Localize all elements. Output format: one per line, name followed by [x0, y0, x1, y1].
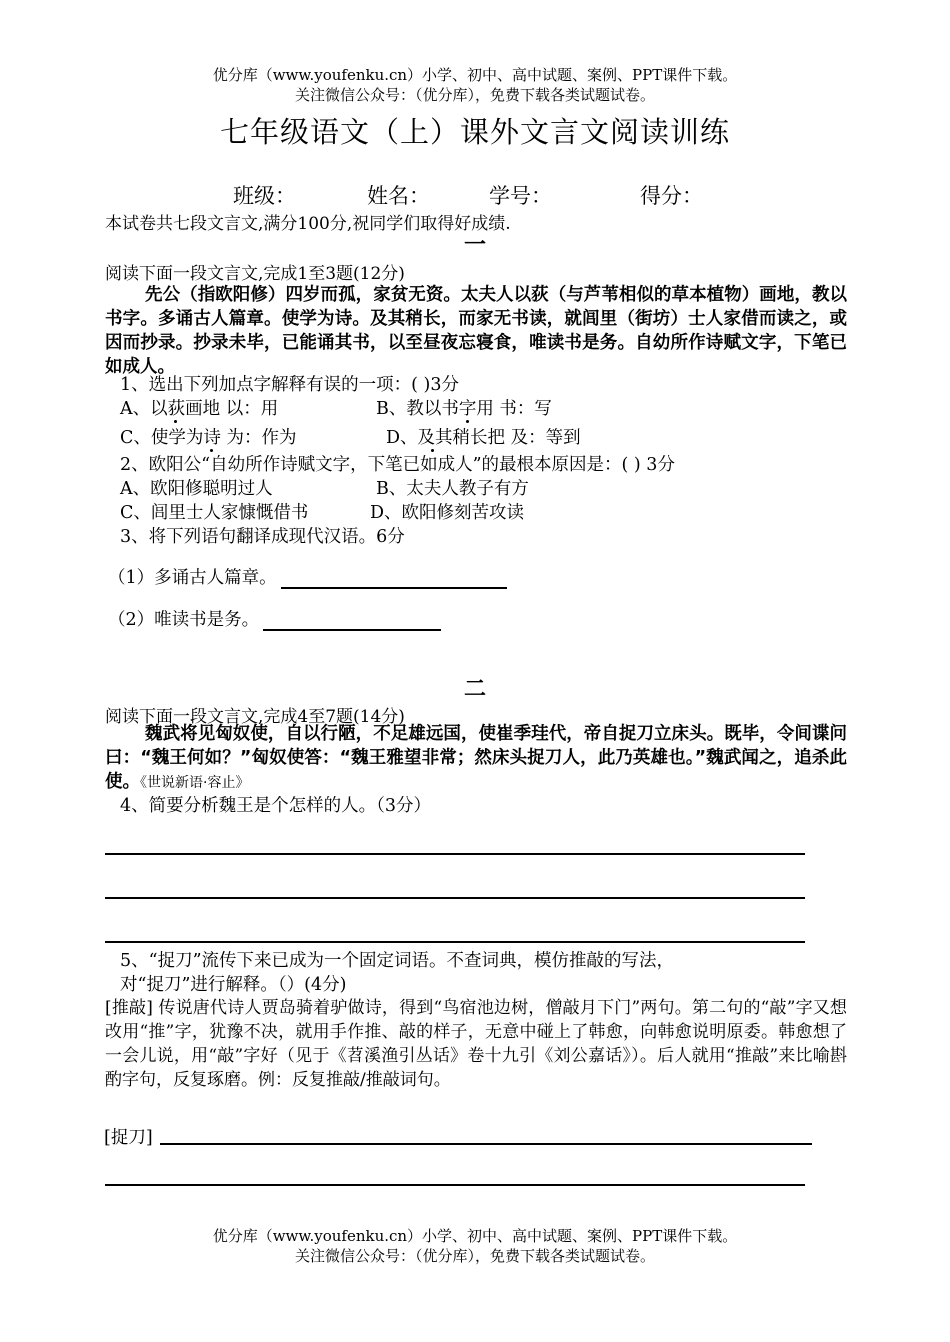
answer-line-5-2[interactable]	[105, 1184, 805, 1186]
q2-option-b: B、太夫人教子有方	[376, 479, 529, 499]
section-1-instruction: 阅读下面一段文言文,完成1至3题(12分)	[105, 264, 405, 284]
answer-line-4-3[interactable]	[105, 941, 805, 943]
q2-option-d: D、欧阳修刻苦攻读	[370, 503, 525, 523]
section-2-passage	[105, 722, 847, 795]
question-4: 4、简要分析魏王是个怎样的人。（3分）	[120, 796, 432, 816]
q1-option-c: C、使学为诗 为：作为	[120, 428, 297, 448]
passage-source: 《世说新语·容止》	[140, 775, 250, 791]
header-line-1: 优分库（www.youfenku.cn）小学、初中、高中试题、案例、PPT课件下载。	[212, 66, 738, 84]
q2-option-c: C、闾里士人家慷慨借书	[120, 503, 309, 523]
section-1-passage	[105, 283, 847, 379]
question-3-2-text: （2）唯读书是务。	[108, 610, 260, 630]
section-2-instruction: 阅读下面一段文言文,完成4至7题(14分)	[105, 707, 405, 727]
section-2-number: 二	[463, 676, 486, 702]
emphasis-dot	[466, 420, 469, 423]
intro-text: 本试卷共七段文言文,满分100分,祝同学们取得好成绩.	[105, 214, 511, 234]
student-id-label: 学号：	[489, 184, 552, 208]
question-3-2	[108, 606, 441, 631]
q1-option-a: A、以荻画地 以：用	[120, 399, 279, 419]
answer-line-4-2[interactable]	[105, 897, 805, 899]
section-1-number: 一	[463, 232, 486, 258]
zhuodao-answer-label: [捉刀]	[104, 1128, 153, 1148]
question-1: 1、选出下列加点字解释有误的一项：( )3分	[120, 375, 459, 395]
answer-blank-3-1[interactable]	[281, 569, 507, 589]
q1-option-b: B、教以书字用 书：写	[376, 399, 552, 419]
question-5-line-1: 5、“捉刀”流传下来已成为一个固定词语。不查词典，模仿推敲的写法，	[120, 951, 675, 971]
score-label: 得分：	[640, 184, 703, 208]
class-label: 班级：	[233, 184, 296, 208]
q1-option-d: D、及其稍长把 及：等到	[386, 428, 581, 448]
question-3-1	[108, 564, 507, 589]
answer-line-5-1[interactable]	[160, 1143, 812, 1145]
emphasis-dot	[174, 420, 177, 423]
footer-line-2: 关注微信公众号：（优分库），免费下载各类试题试卷。	[294, 1247, 655, 1265]
q2-option-a: A、欧阳修聪明过人	[120, 479, 273, 499]
answer-line-4-1[interactable]	[105, 853, 805, 855]
header-line-2: 关注微信公众号：（优分库），免费下载各类试题试卷。	[294, 86, 655, 104]
question-5-line-2: 对“捉刀”进行解释。（）(4分)	[120, 975, 347, 995]
answer-blank-3-2[interactable]	[263, 611, 441, 631]
question-2: 2、欧阳公“自幼所作诗赋文字，下笔已如成人”的最根本原因是：( ) 3分	[120, 455, 675, 475]
page-title: 七年级语文（上）课外文言文阅读训练	[219, 115, 730, 149]
name-label: 姓名：	[367, 184, 430, 208]
question-3: 3、将下列语句翻译成现代汉语。6分	[120, 527, 405, 547]
section-1-passage-text: 先公（指欧阳修）四岁而孤，家贫无资。太夫人以荻（与芦苇相似的草本植物）画地，教以书字。多诵古人篇章。使学为诗。及其稍长，而家无书读，就闾里（街坊）士人家借而读之，或因而抄录。抄录未毕，已能诵其书，以至昼夜忘寝食，唯读书是务。自幼所作诗赋文字，下笔已如成人。	[105, 285, 847, 377]
question-3-1-text: （1）多诵古人篇章。	[108, 568, 277, 588]
tuiqiao-example: [推敲] 传说唐代诗人贾岛骑着驴做诗，得到“鸟宿池边树，僧敲月下门”两句。第二句的“敲”字又想改用“推”字，犹豫不决，就用手作推、敲的样子，无意中碰上了韩愈，向韩愈说明原委。韩愈想了一会儿说，用“敲”字好（见于《苕溪渔引丛话》卷十九引《刘公嘉话》）。后人就用“推敲”来比喻斟酌字句，反复琢磨。例：反复推敲/推敲词句。	[105, 998, 847, 1090]
section-2-passage-text: 魏武将见匈奴使，自以行陋，不足雄远国，使崔季珪代，帝自捉刀立床头。既毕，令间谍问曰：“魏王何如？”匈奴使答：“魏王雅望非常；然床头捉刀人，此乃英雄也。”魏武闻之，追杀此使。	[105, 724, 847, 792]
footer-line-1: 优分库（www.youfenku.cn）小学、初中、高中试题、案例、PPT课件下载。	[212, 1227, 738, 1245]
